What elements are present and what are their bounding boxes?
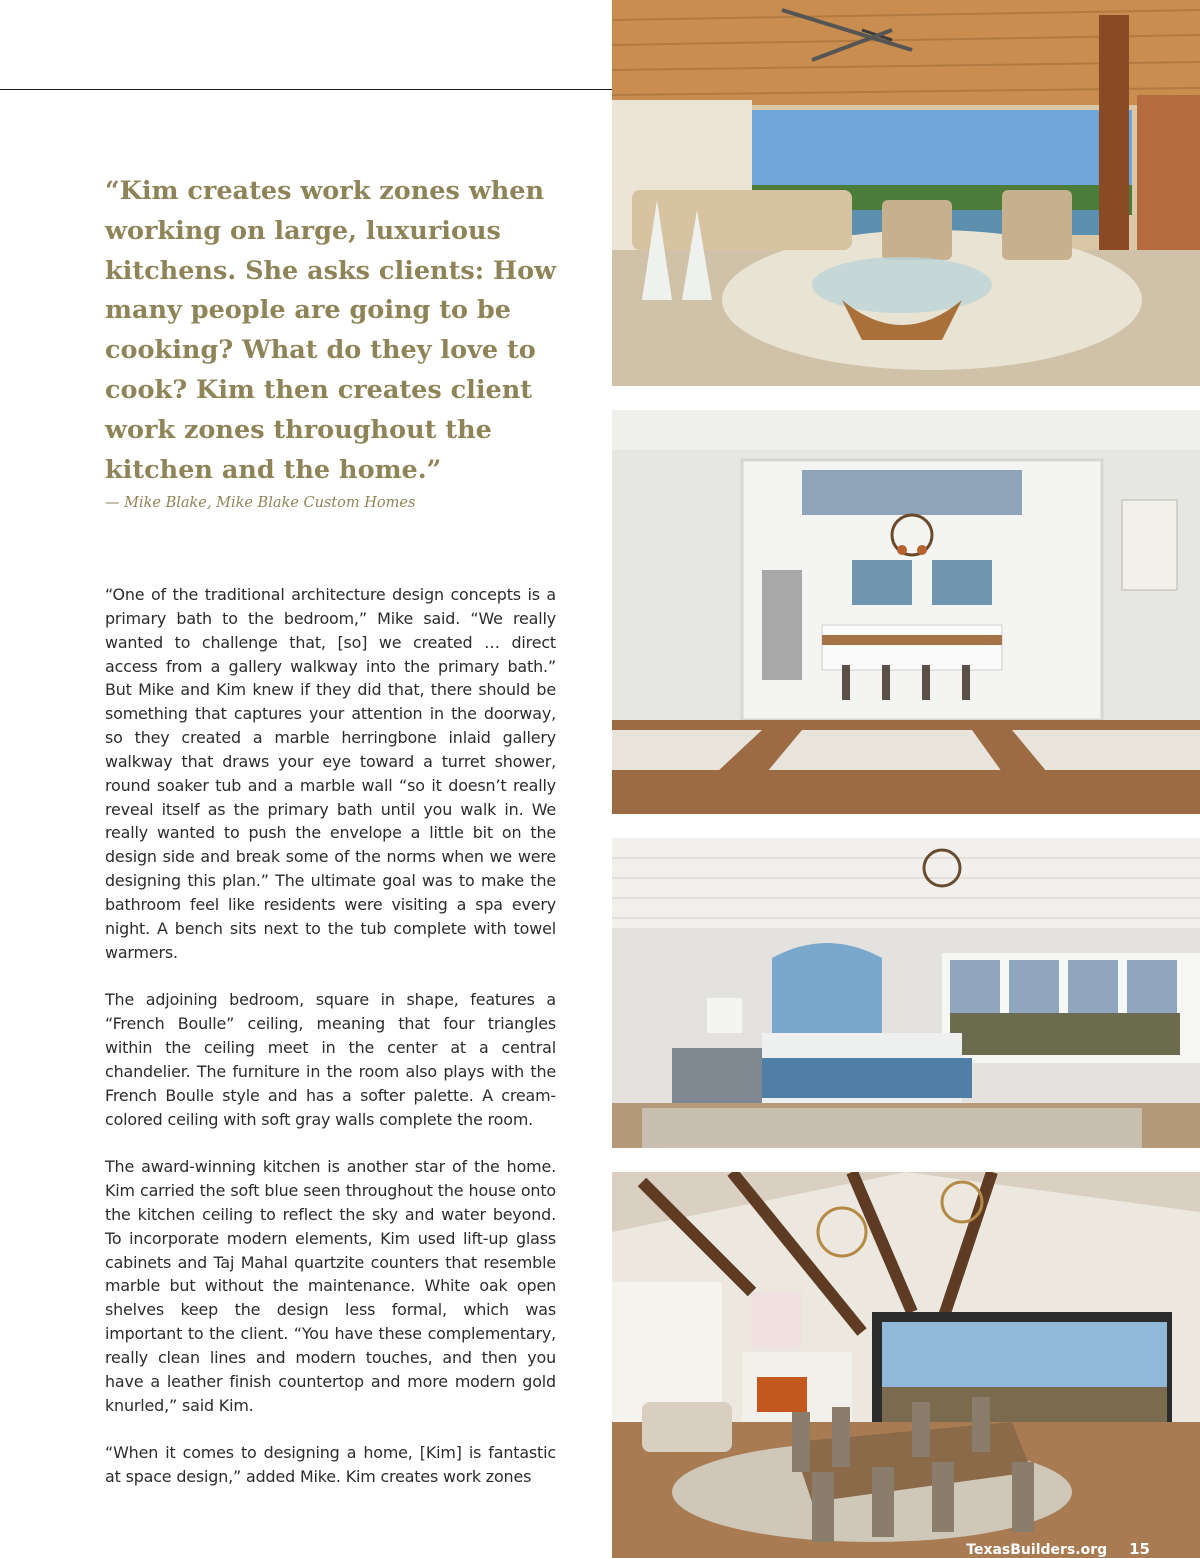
page-number: 15 — [1129, 1540, 1150, 1558]
article-paragraph: The adjoining bedroom, square in shape, features a “French Boulle” ceiling, meaning that four triangles within the ceiling meet in the center at a central chandelier. The furniture in the room also plays with the French Boulle style and has a softer palette. A cream-colored ceiling with soft gray walls complete the room. — [105, 990, 556, 1129]
article-paragraph: The award-winning kitchen is another star of the home. Kim carried the soft blue seen throughout the house onto the kitchen ceiling to reflect the sky and water beyond. To incorporate modern elements, Kim used lift-up glass cabinets and Taj Mahal quartzite counters that resemble marble but without the maintenance. White oak open shelves keep the design less formal, which was important to the client. “You have these complementary, really clean lines and modern touches, and then you have a leather finish countertop and more modern gold knurled,” said Kim. — [105, 1157, 556, 1415]
footer-site: TexasBuilders.org — [966, 1542, 1108, 1558]
bedroom-photo — [612, 838, 1200, 1148]
pull-quote-attribution: — Mike Blake, Mike Blake Custom Homes — [105, 495, 416, 511]
header-rule — [0, 89, 612, 90]
patio-photo — [612, 0, 1200, 386]
article-paragraph: “When it comes to designing a home, [Kim] is fantastic at space design,” added Mike. Kim creates work zones — [105, 1443, 556, 1487]
article-body — [105, 583, 556, 1513]
article-paragraph: “One of the traditional architecture design concepts is a primary bath to the bedroom,” Mike said. “We really wanted to challenge that, [so] we created … direct access from a gallery walkway into the primary bath.” But Mike and Kim knew if they did that, there should be something that captures your attention in the doorway, so they created a marble herringbone inlaid gallery walkway that draws your eye toward a turret shower, round soaker tub and a marble wall “so it doesn’t really reveal itself as the primary bath until you walk in. We really wanted to push the envelope a little bit on the design side and break some of the norms when we were designing this plan.” The ultimate goal was to make the bathroom feel like residents were visiting a spa every night. A bench sits next to the tub complete with towel warmers. — [105, 585, 556, 962]
kitchen-photo — [612, 410, 1200, 814]
page-footer — [966, 1540, 1150, 1558]
great-room-photo — [612, 1172, 1200, 1558]
pull-quote: “Kim creates work zones when working on large, luxurious kitchens. She asks clients: How many people are going to be cooking? What do they love to cook? Kim then creates client work zones throughout the kitchen and the home.” — [105, 176, 557, 485]
